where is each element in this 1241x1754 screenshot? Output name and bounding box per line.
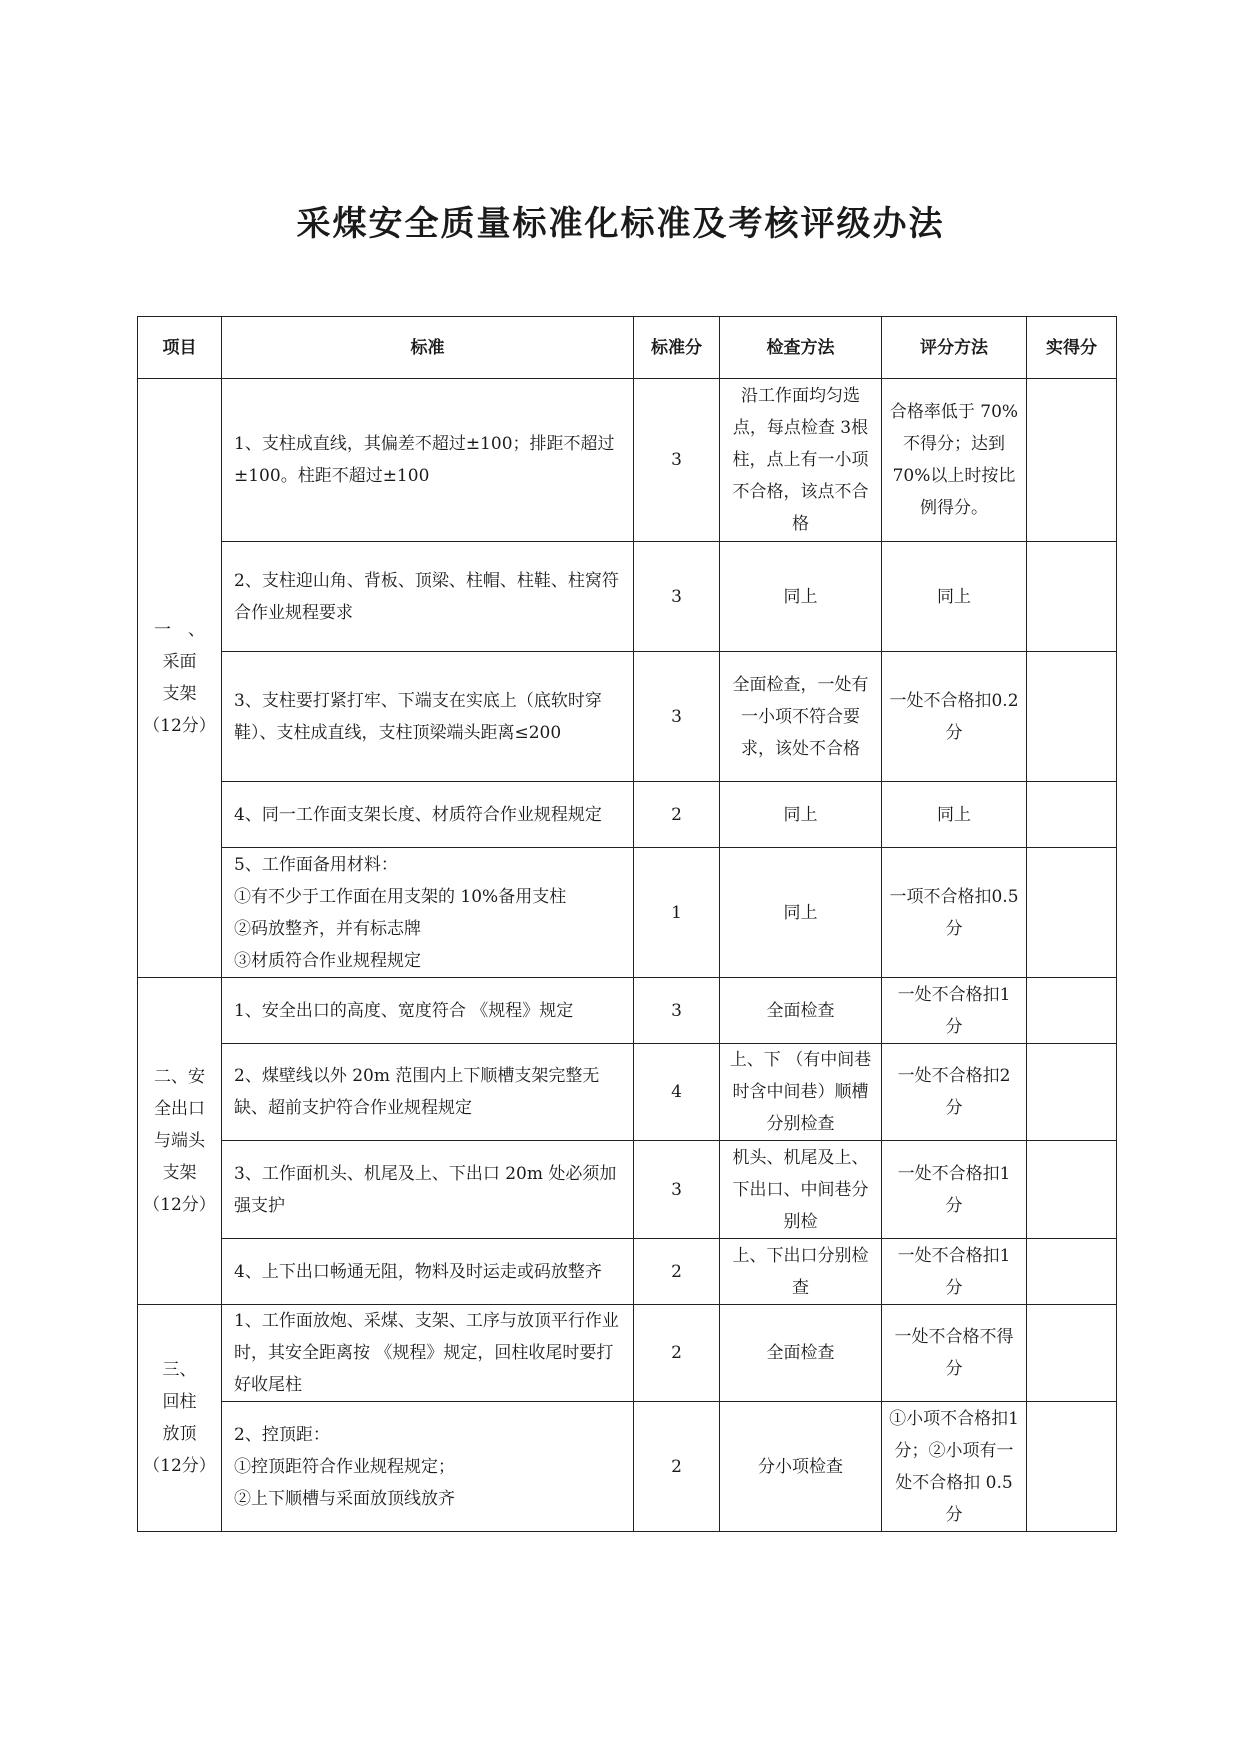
standard-cell: [222, 848, 634, 978]
actual-score-cell: [1027, 1305, 1117, 1402]
score-cell: 3: [634, 978, 720, 1044]
rating-method-cell-line: 一处不合格扣0.2 分: [889, 690, 1019, 743]
rating-method-cell: [882, 782, 1027, 848]
check-method-cell: [720, 1305, 882, 1402]
check-method-cell-line: 分小项检查: [758, 1456, 843, 1477]
check-method-cell: [720, 978, 882, 1044]
section-item-line: 一 、: [154, 620, 205, 640]
actual-score-cell: [1027, 379, 1117, 542]
table-body: [138, 379, 1117, 1532]
table-row: [138, 1402, 1117, 1532]
check-method-cell-line: 同上: [783, 586, 818, 607]
check-method-cell: [720, 782, 882, 848]
score-cell: 3: [634, 652, 720, 782]
standard-cell: [222, 1044, 634, 1141]
rating-method-cell: [882, 379, 1027, 542]
header-actual-score: 实得分: [1027, 317, 1117, 379]
standard-cell-line: 4、上下出口畅通无阻，物料及时运走或码放整齐: [234, 1261, 602, 1282]
section-item-line: 支架: [162, 1163, 197, 1183]
score-cell: 3: [634, 1141, 720, 1239]
actual-score-cell: [1027, 652, 1117, 782]
check-method-cell-line: 上、下 （有中间巷时含中间巷）顺槽分别检查: [729, 1050, 872, 1134]
rating-method-cell: [882, 1141, 1027, 1239]
page-title: 采煤安全质量标准化标准及考核评级办法: [296, 204, 945, 244]
rating-method-cell-line: 一处不合格扣2 分: [897, 1066, 1011, 1118]
table-row: [138, 1044, 1117, 1141]
rating-method-cell: [882, 1402, 1027, 1532]
standard-cell-line: ①控顶距符合作业规程规定；: [234, 1456, 455, 1477]
actual-score-cell: [1027, 782, 1117, 848]
header-item: 项目: [138, 317, 222, 379]
standard-cell-line: 2、支柱迎山角、背板、顶梁、柱帽、柱鞋、柱窝符合作业规程要求: [234, 570, 619, 623]
rating-method-cell: [882, 542, 1027, 652]
score-cell: 1: [634, 848, 720, 978]
standard-cell-line: 1、工作面放炮、采煤、支架、工序与放顶平行作业时，其安全距离按 《规程》规定，回柱收尾时要打好收尾柱: [234, 1311, 619, 1395]
section-item-line: 全出口: [154, 1099, 205, 1119]
actual-score-cell: [1027, 978, 1117, 1044]
table-row: [138, 1141, 1117, 1239]
check-method-cell-line: 上、下出口分别检查: [732, 1245, 869, 1298]
check-method-cell: [720, 1141, 882, 1239]
check-method-cell-line: 机头、机尾及上、下出口、中间巷分别检: [732, 1147, 869, 1232]
score-cell: 3: [634, 542, 720, 652]
check-method-cell: [720, 379, 882, 542]
standard-cell-line: 1、安全出口的高度、宽度符合 《规程》规定: [234, 1000, 574, 1021]
rating-method-cell-line: 一处不合格不得分: [894, 1327, 1014, 1379]
rating-method-cell: [882, 1044, 1027, 1141]
check-method-cell-line: 全面检查: [766, 1343, 835, 1363]
actual-score-cell: [1027, 1402, 1117, 1532]
score-cell: 2: [634, 1239, 720, 1305]
score-cell: 2: [634, 782, 720, 848]
table-row: [138, 542, 1117, 652]
standard-cell-line: 2、煤壁线以外 20m 范围内上下顺槽支架完整无缺、超前支护符合作业规程规定: [234, 1066, 600, 1118]
rating-method-cell-line: 一处不合格扣1 分: [897, 984, 1011, 1037]
check-method-cell: [720, 1044, 882, 1141]
check-method-cell: [720, 1402, 882, 1532]
standard-cell: [222, 1141, 634, 1239]
rating-method-cell-line: 一项不合格扣0.5 分: [889, 886, 1019, 939]
standard-cell-line: ③材质符合作业规程规定: [234, 950, 421, 971]
actual-score-cell: [1027, 1239, 1117, 1305]
standard-cell: [222, 978, 634, 1044]
actual-score-cell: [1027, 542, 1117, 652]
score-cell: 2: [634, 1402, 720, 1532]
standard-cell-line: 3、支柱要打紧打牢、下端支在实底上（底软时穿鞋）、支柱成直线，支柱顶梁端头距离≤200: [234, 690, 602, 743]
rating-method-cell: [882, 848, 1027, 978]
section-item-line: 三、: [162, 1360, 197, 1380]
rating-method-cell: [882, 652, 1027, 782]
section-item-line: 放顶: [162, 1424, 197, 1444]
assessment-table: [137, 316, 1117, 1532]
section-item-line: （12分）: [143, 1456, 216, 1476]
standard-cell-line: 5、工作面备用材料：: [234, 854, 398, 875]
rating-method-cell-line: 同上: [937, 586, 971, 607]
standard-cell: [222, 1305, 634, 1402]
score-cell: 4: [634, 1044, 720, 1141]
section-item: [138, 978, 222, 1305]
rating-method-cell: [882, 1239, 1027, 1305]
section-item-line: （12分）: [143, 716, 216, 736]
standard-cell-line: 2、控顶距：: [234, 1424, 330, 1445]
standard-cell-line: 4、同一工作面支架长度、材质符合作业规程规定: [234, 804, 602, 825]
check-method-cell-line: 同上: [783, 902, 818, 923]
rating-method-cell: [882, 1305, 1027, 1402]
standard-cell: [222, 1239, 634, 1305]
section-item: [138, 1305, 222, 1532]
standard-cell-line: 1、支柱成直线，其偏差不超过±100；排距不超过±100。柱距不超过±100: [234, 434, 615, 486]
score-cell: 3: [634, 379, 720, 542]
actual-score-cell: [1027, 848, 1117, 978]
check-method-cell-line: 沿工作面均匀选点，每点检查 3根柱，点上有一小项不合格，该点不合格: [732, 386, 869, 534]
check-method-cell-line: 同上: [783, 804, 818, 825]
rating-method-cell: [882, 978, 1027, 1044]
table-header-row: [138, 317, 1117, 379]
standard-cell: [222, 782, 634, 848]
rating-method-cell-line: ①小项不合格扣1 分；②小项有一处不合格扣 0.5分: [889, 1408, 1019, 1525]
rating-method-cell-line: 合格率低于 70%不得分；达到70%以上时按比例得分。: [889, 402, 1019, 518]
header-score: 标准分: [634, 317, 720, 379]
rating-method-cell-line: 一处不合格扣1 分: [897, 1245, 1011, 1298]
section-item-line: （12分）: [143, 1195, 216, 1215]
table-row: [138, 978, 1117, 1044]
standard-cell: [222, 379, 634, 542]
section-item-line: 支架: [162, 684, 197, 704]
section-item-line: 采面: [162, 652, 197, 672]
section-item-line: 与端头: [154, 1131, 205, 1151]
check-method-cell-line: 全面检查: [766, 1000, 835, 1021]
standard-cell-line: ②上下顺槽与采面放顶线放齐: [234, 1488, 455, 1509]
check-method-cell: [720, 542, 882, 652]
header-check-method: 检查方法: [720, 317, 882, 379]
check-method-cell: [720, 1239, 882, 1305]
rating-method-cell-line: 同上: [937, 804, 971, 825]
table-row: [138, 782, 1117, 848]
standard-cell-line: 3、工作面机头、机尾及上、下出口 20m 处必须加强支护: [234, 1163, 617, 1216]
check-method-cell: [720, 652, 882, 782]
check-method-cell: [720, 848, 882, 978]
rating-method-cell-line: 一处不合格扣1 分: [897, 1163, 1011, 1216]
score-cell: 2: [634, 1305, 720, 1402]
section-item: [138, 379, 222, 978]
standard-cell: [222, 652, 634, 782]
table-row: [138, 379, 1117, 542]
actual-score-cell: [1027, 1044, 1117, 1141]
standard-cell: [222, 1402, 634, 1532]
section-item-line: 回柱: [162, 1392, 197, 1412]
standard-cell-line: ②码放整齐，并有标志牌: [234, 918, 421, 939]
section-item-line: 二、安: [154, 1067, 205, 1087]
standard-cell: [222, 542, 634, 652]
check-method-cell-line: 全面检查，一处有一小项不符合要求，该处不合格: [732, 674, 869, 759]
table-row: [138, 1305, 1117, 1402]
header-standard: 标准: [222, 317, 634, 379]
standard-cell-line: ①有不少于工作面在用支架的 10%备用支柱: [234, 886, 567, 907]
table-row: [138, 652, 1117, 782]
table-row: [138, 848, 1117, 978]
table-row: [138, 1239, 1117, 1305]
actual-score-cell: [1027, 1141, 1117, 1239]
header-rating-method: 评分方法: [882, 317, 1027, 379]
